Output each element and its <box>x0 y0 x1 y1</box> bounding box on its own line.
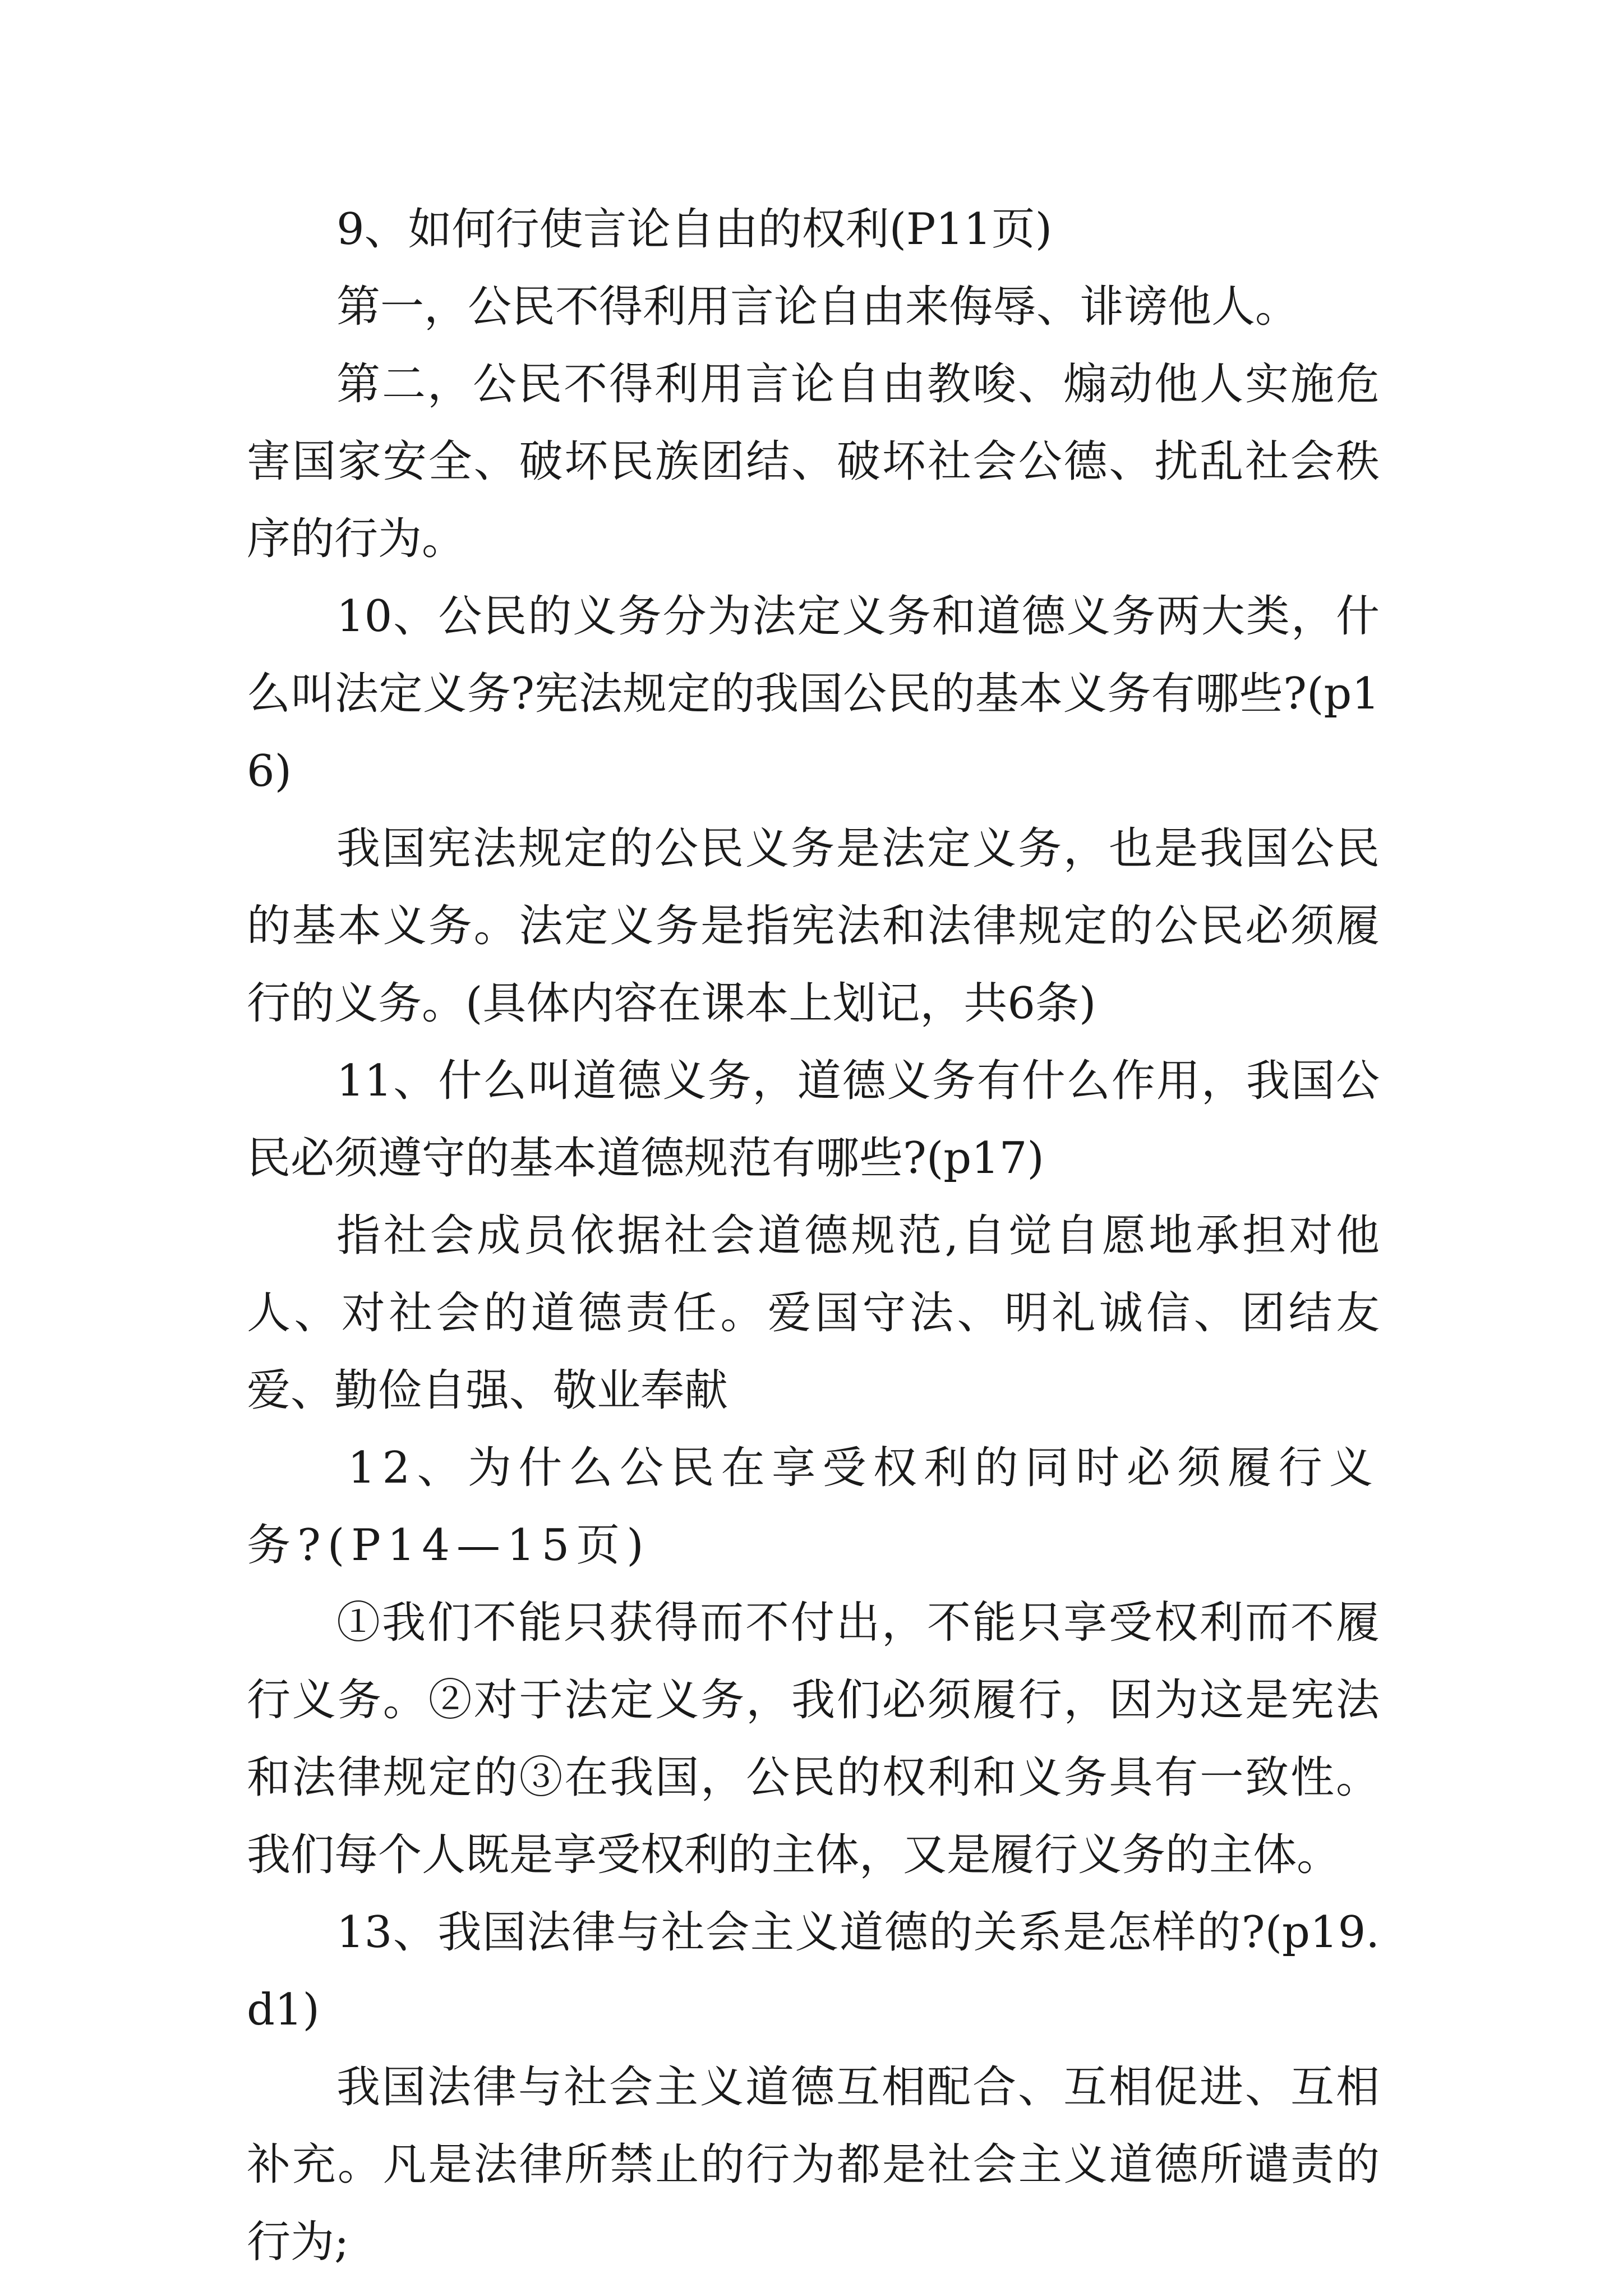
question-12-heading: 12、为什么公民在享受权利的同时必须履行义务?(P14—15页) <box>247 1443 1380 1571</box>
answer-12: ①我们不能只获得而不付出，不能只享受权利而不履行义务。②对于法定义务，我们必须履行，因为这是宪法和法律规定的③在我国，公民的权利和义务具有一致性。我们每个人既是享受权利的主体，又是履行义务的主体。 <box>247 1598 1380 1880</box>
answer-9-point-2: 第二，公民不得利用言论自由教唆、煽动他人实施危害国家安全、破坏民族团结、破坏社会公德、扰乱社会秩序的行为。 <box>247 359 1380 564</box>
question-11-heading: 11、什么叫道德义务，道德义务有什么作用，我国公民必须遵守的基本道德规范有哪些?(p17) <box>247 1056 1380 1184</box>
question-9-heading: 9、如何行使言论自由的权利(P11页) <box>336 204 1053 255</box>
answer-11: 指社会成员依据社会道德规范,自觉自愿地承担对他人、对社会的道德责任。爱国守法、明礼诚信、团结友爱、勤俭自强、敬业奉献 <box>247 1211 1380 1416</box>
question-13-heading: 13、我国法律与社会主义道德的关系是怎样的?(p19.d1) <box>247 1907 1380 2035</box>
answer-10: 我国宪法规定的公民义务是法定义务，也是我国公民的基本义务。法定义务是指宪法和法律规定的公民必须履行的义务。(具体内容在课本上划记，共6条) <box>247 823 1380 1029</box>
question-10-heading: 10、公民的义务分为法定义务和道德义务两大类，什么叫法定义务?宪法规定的我国公民的基本义务有哪些?(p16) <box>247 591 1380 797</box>
answer-13: 我国法律与社会主义道德互相配合、互相促进、互相补充。凡是法律所禁止的行为都是社会主义道德所谴责的行为; <box>247 2062 1380 2267</box>
answer-9-point-1: 第一，公民不得利用言论自由来侮辱、诽谤他人。 <box>336 282 1299 332</box>
document-body <box>247 191 1380 2281</box>
